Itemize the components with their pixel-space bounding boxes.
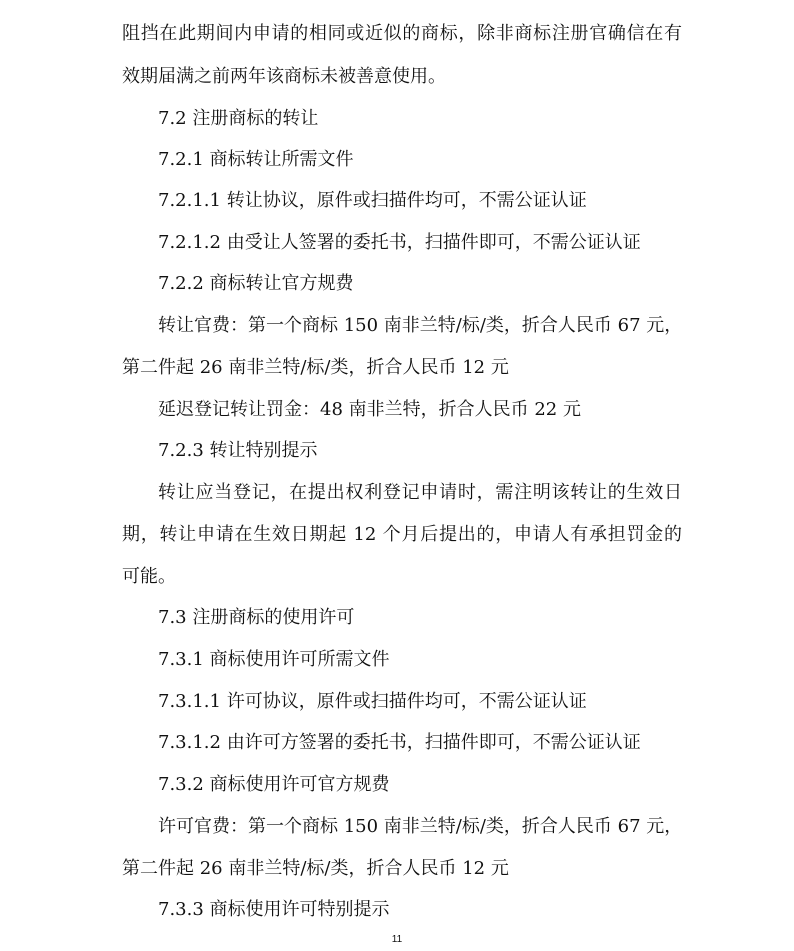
text-line-2: 效期届满之前两年该商标未被善意使用。 bbox=[122, 66, 446, 87]
section-heading-7-2: 7.2 注册商标的转让 bbox=[158, 108, 319, 129]
text-line-20: 许可官费：第一个商标 150 南非兰特/标/类，折合人民币 67 元， bbox=[158, 816, 683, 837]
subsection-heading-7-3-1: 7.3.1 商标使用许可所需文件 bbox=[158, 649, 390, 670]
text-line-13: 期，转让申请在生效日期起 12 个月后提出的，申请人有承担罚金的 bbox=[122, 524, 682, 545]
list-item-7-2-1-1: 7.2.1.1 转让协议，原件或扫描件均可，不需公证认证 bbox=[158, 190, 587, 211]
text-line-10: 延迟登记转让罚金：48 南非兰特，折合人民币 22 元 bbox=[158, 399, 581, 420]
subsection-heading-7-3-3: 7.3.3 商标使用许可特别提示 bbox=[158, 899, 390, 920]
subsection-heading-7-2-3: 7.2.3 转让特别提示 bbox=[158, 440, 318, 461]
text-line-21: 第二件起 26 南非兰特/标/类，折合人民币 12 元 bbox=[122, 858, 509, 879]
list-item-7-3-1-2: 7.3.1.2 由许可方签署的委托书，扫描件即可，不需公证认证 bbox=[158, 732, 641, 753]
subsection-heading-7-2-2: 7.2.2 商标转让官方规费 bbox=[158, 273, 354, 294]
list-item-7-3-1-1: 7.3.1.1 许可协议，原件或扫描件均可，不需公证认证 bbox=[158, 691, 587, 712]
subsection-heading-7-3-2: 7.3.2 商标使用许可官方规费 bbox=[158, 774, 390, 795]
text-line-8: 转让官费：第一个商标 150 南非兰特/标/类，折合人民币 67 元， bbox=[158, 315, 683, 336]
text-line-9: 第二件起 26 南非兰特/标/类，折合人民币 12 元 bbox=[122, 357, 509, 378]
list-item-7-2-1-2: 7.2.1.2 由受让人签署的委托书，扫描件即可，不需公证认证 bbox=[158, 232, 641, 253]
text-line-1: 阻挡在此期间内申请的相同或近似的商标，除非商标注册官确信在有 bbox=[122, 23, 682, 44]
subsection-heading-7-2-1: 7.2.1 商标转让所需文件 bbox=[158, 149, 354, 170]
section-heading-7-3: 7.3 注册商标的使用许可 bbox=[158, 607, 355, 628]
text-line-14: 可能。 bbox=[122, 566, 176, 587]
text-line-12: 转让应当登记，在提出权利登记申请时，需注明该转让的生效日 bbox=[158, 482, 682, 503]
page-number: 11 bbox=[391, 934, 403, 945]
